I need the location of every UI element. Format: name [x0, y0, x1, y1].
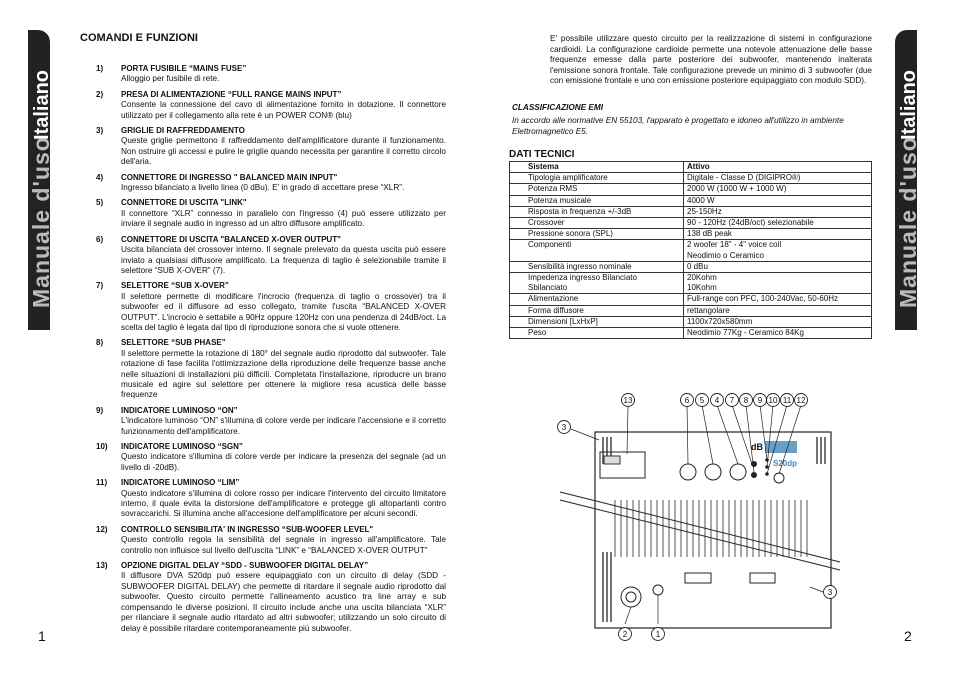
item-body: Queste griglie permettono il raffreddamento dell'amplificatore durante il funzionamento. Non ostruire gli accessi e pulire le griglie quando necessita per garantire il corretto circolo dell'aria.	[121, 136, 446, 167]
spec-value: 20Kohm 10Kohm	[684, 273, 872, 294]
control-item	[96, 64, 446, 85]
spec-value: Neodimio 77Kg - Ceramico 84Kg	[684, 328, 872, 339]
callout-1: 1	[655, 630, 661, 639]
item-body: L'indicatore luminoso “ON” s'illumina di colore verde per indicare l'accensione e il corretto funzionamento dell'amplificatore.	[121, 416, 446, 436]
svg-text:dB: dB	[751, 442, 763, 452]
callout-9: 9	[757, 396, 763, 405]
spec-value: 138 dB peak	[684, 229, 872, 240]
spec-label: Potenza RMS	[510, 184, 684, 195]
callout-12: 12	[796, 396, 806, 405]
specs-heading: DATI TECNICI	[509, 149, 575, 160]
spec-label: Impedenza ingresso Bilanciato Sbilanciato	[510, 273, 684, 294]
spec-value: rettangolare	[684, 305, 872, 316]
spec-label: Componenti	[510, 240, 684, 261]
callout-13: 13	[623, 396, 633, 405]
item-body: Ingresso bilanciato a livello linea (0 dBu). E' in grado di accettare prese “XLR”.	[121, 183, 405, 193]
spec-value: 2 woofer 18" - 4" voice coil Neodimio o Ceramico	[684, 240, 872, 261]
item-title: CONNETTORE DI USCITA "BALANCED X-OVER OUTPUT"	[121, 234, 341, 244]
item-title: GRIGLIE DI RAFFREDDAMENTO	[121, 126, 245, 136]
spec-row	[510, 240, 872, 261]
spec-label: Alimentazione	[510, 294, 684, 305]
item-title: OPZIONE DIGITAL DELAY “SDD - SUBWOOFER DIGITAL DELAY”	[121, 561, 369, 571]
spec-value: Attivo	[684, 162, 872, 173]
item-title: PRESA DI ALIMENTAZIONE “FULL RANGE MAINS INPUT”	[121, 89, 342, 99]
item-body: Uscita bilanciata del crossover interno. Il segnale prelevato da questa uscita può essere inviato a qualsiasi diffusore amplificato. La frequenza di taglio è selezionabile tramite il selettore “SUB X-OVER” (7).	[121, 245, 446, 275]
spec-row	[510, 305, 872, 316]
spec-row	[510, 184, 872, 195]
item-body: Consente la connessione del cavo di alimentazione fornito in dotazione. Il connettore utilizzato per il collegamento alla rete è un POWER CON® (blu)	[121, 100, 446, 120]
spec-label: Potenza musicale	[510, 195, 684, 206]
item-number: 13)	[96, 561, 108, 571]
control-item	[96, 406, 446, 437]
control-item	[96, 90, 446, 121]
spec-row	[510, 206, 872, 217]
spec-label: Risposta in frequenza +/-3dB	[510, 206, 684, 217]
emi-text: In accordo alle normative EN 55103, l'apparato è progettato e idoneo all'utilizzo in ambiente Elettromagnetico E5.	[512, 116, 844, 136]
spec-value: 4000 W	[684, 195, 872, 206]
callout-5: 5	[699, 396, 705, 405]
spec-label: Crossover	[510, 218, 684, 229]
callout-2: 2	[622, 630, 628, 639]
spec-label: Forma diffusore	[510, 305, 684, 316]
callout-4: 4	[714, 396, 720, 405]
spec-value: 90 - 120Hz (24dB/oct) selezionabile	[684, 218, 872, 229]
control-item	[96, 281, 446, 333]
item-title: CONNETTORE DI USCITA "LINK"	[121, 198, 247, 208]
item-number: 4)	[96, 172, 104, 182]
spec-row	[510, 316, 872, 327]
control-item	[96, 235, 446, 277]
spec-row	[510, 328, 872, 339]
item-body: Alloggio per fusibile di rete.	[121, 74, 220, 84]
item-title: SELETTORE “SUB PHASE”	[121, 338, 226, 348]
spec-value: 25-150Hz	[684, 206, 872, 217]
spec-row	[510, 218, 872, 229]
control-item	[96, 525, 446, 556]
side-tab-language-right: Italiano	[898, 69, 920, 140]
section-title: COMANDI E FUNZIONI	[80, 32, 198, 44]
spec-row	[510, 173, 872, 184]
side-tab-manual-left: Manuale d'uso	[28, 136, 54, 308]
spec-label: Sensibilità ingresso nominale	[510, 261, 684, 272]
item-number: 11)	[96, 478, 108, 488]
item-number: 3)	[96, 126, 104, 136]
item-number: 9)	[96, 405, 104, 415]
item-body: Il diffusore DVA S20dp può essere equipaggiato con un circuito di delay (SDD - SUBWOOFER DIGITAL DELAY) che permette di ritardare il segnale audio riprodotto dal subwoofer. Questo circuito permette l'allineamento acustico tra line array e sub compensando le diverse posizioni. Il circuito include anche una uscita bilanciata “XLR” per rilanciare il segnale audio ritardato ad altri subwoofer; utilizzando un solo circuito di delay è possibile ritardare contemporaneamente più subwoofer.	[121, 571, 446, 633]
spec-row	[510, 294, 872, 305]
item-title: INDICATORE LUMINOSO “SGN”	[121, 442, 243, 451]
rear-panel-diagram	[555, 392, 845, 645]
callout-11: 11	[782, 396, 792, 405]
control-item	[96, 561, 446, 634]
item-body: Questo controllo regola la sensibilità del segnale in ingresso all'amplificatore. Tale controllo non influisce sul livello dell'uscita “LINK” e “BALANCED X-OVER OUTPUT”	[121, 535, 446, 555]
spec-row	[510, 229, 872, 240]
item-title: INDICATORE LUMINOSO “LIM”	[121, 478, 240, 488]
spec-value: 0 dBu	[684, 261, 872, 272]
intro-paragraph: E' possibile utilizzare questo circuito per la realizzazione di sistemi in configurazione cardioidi. La configurazione cardioide permette una notevole attenuazione delle basse frequenze emesse dalla parte posteriore dei subwoofer, mantenendo inalterata l'emissione sonora frontale. Tale configurazione prevede un minimo di 3 subwoofer (due con emissione frontale e uno con emissione posteriore equipaggiato con modulo SDD).	[550, 34, 872, 86]
page-number-left: 1	[38, 628, 46, 644]
callout-10: 10	[768, 396, 778, 405]
spec-value: 2000 W (1000 W + 1000 W)	[684, 184, 872, 195]
item-body: Il selettore permette la rotazione di 180° del segnale audio riprodotto dal subwoofer. Tale rotazione di fase facilita l'ottimizzazione della riproduzione delle frequenze basse anche nelle situazioni di installazioni più difficili. Completata l'installazione, riproducre un brano musicale ed agire sul selettore per ottenere la migliore resa acustica delle basse frequenze	[121, 348, 446, 400]
spec-row	[510, 162, 872, 173]
item-number: 1)	[96, 64, 104, 73]
item-body: Il selettore permette di modificare l'incrocio (frequenza di taglio o crossover) tra il subwoofer ed il diffusore ad esso collegato, tramite l'uscita “BALANCED X-OVER OUTPUT”. L'incrocio è settabile a 90Hz oppure 120Hz con una pendenza di 24dB/oct. La scelta del taglio è legata dal tipo di riproduzione sonora che si vuole ottenere.	[121, 291, 446, 332]
callout-3a: 3	[561, 423, 567, 432]
side-tab-language-left: Italiano	[31, 69, 53, 140]
specs-table	[509, 161, 872, 339]
item-number: 10)	[96, 442, 108, 451]
item-body: Il connettore “XLR” connesso in parallelo con l'ingresso (4) può essere utilizzato per inviare il segnale audio in ingresso ad un altro diffusore amplificato.	[121, 208, 446, 229]
spec-label: Dimensioni [LxHxP]	[510, 316, 684, 327]
item-title: SELETTORE “SUB X-OVER”	[121, 281, 229, 291]
item-number: 6)	[96, 234, 104, 244]
item-number: 12)	[96, 524, 108, 534]
callout-3b: 3	[827, 588, 833, 597]
svg-text:S20dp: S20dp	[773, 459, 798, 468]
spec-label: Pressione sonora (SPL)	[510, 229, 684, 240]
side-tab-manual-right: Manuale d'uso	[895, 136, 921, 308]
spec-row	[510, 261, 872, 272]
spec-value: Digitale - Classe D (DIGIPRO®)	[684, 173, 872, 184]
item-number: 5)	[96, 198, 104, 208]
spec-value: Full-range con PFC, 100-240Vac, 50-60Hz	[684, 294, 872, 305]
page-number-right: 2	[904, 628, 912, 644]
callout-8: 8	[743, 396, 749, 405]
spec-row	[510, 273, 872, 294]
item-title: PORTA FUSIBILE “MAINS FUSE”	[121, 64, 247, 73]
emi-heading: CLASSIFICAZIONE EMI	[512, 103, 603, 112]
spec-label: Peso	[510, 328, 684, 339]
callout-6: 6	[684, 396, 690, 405]
item-body: Questo indicatore s'illumina di colore verde per indicare la presenza del segnale (ad un livello di -20dB).	[121, 452, 446, 472]
spec-label: Tipologia amplificatore	[510, 173, 684, 184]
item-number: 8)	[96, 338, 104, 348]
item-title: CONTROLLO SENSIBILITA' IN INGRESSO “SUB-WOOFER LEVEL"	[121, 524, 374, 534]
spec-row	[510, 195, 872, 206]
control-item	[96, 198, 446, 229]
control-item	[96, 338, 446, 400]
spec-value: 1100x720x580mm	[684, 316, 872, 327]
item-title: CONNETTORE DI INGRESSO " BALANCED MAIN INPUT"	[121, 172, 338, 182]
callout-7: 7	[729, 396, 735, 405]
item-body: Questo indicatore s'illumina di colore rosso per indicare l'intervento del circuito limitatore interno, il quale evita la distorsione dell'amplificatore e protegge gli altoparlanti contro sovraccarichi. Si illumina anche all'accesione dell'amplificatore per alcuni secondi.	[121, 488, 446, 519]
controls-list	[96, 64, 446, 639]
spec-label: Sistema	[510, 162, 684, 173]
control-item	[96, 173, 446, 194]
item-title: INDICATORE LUMINOSO “ON”	[121, 405, 238, 415]
control-item	[96, 126, 446, 168]
item-number: 2)	[96, 89, 104, 99]
control-item	[96, 478, 446, 520]
item-number: 7)	[96, 281, 104, 291]
control-item	[96, 442, 446, 473]
